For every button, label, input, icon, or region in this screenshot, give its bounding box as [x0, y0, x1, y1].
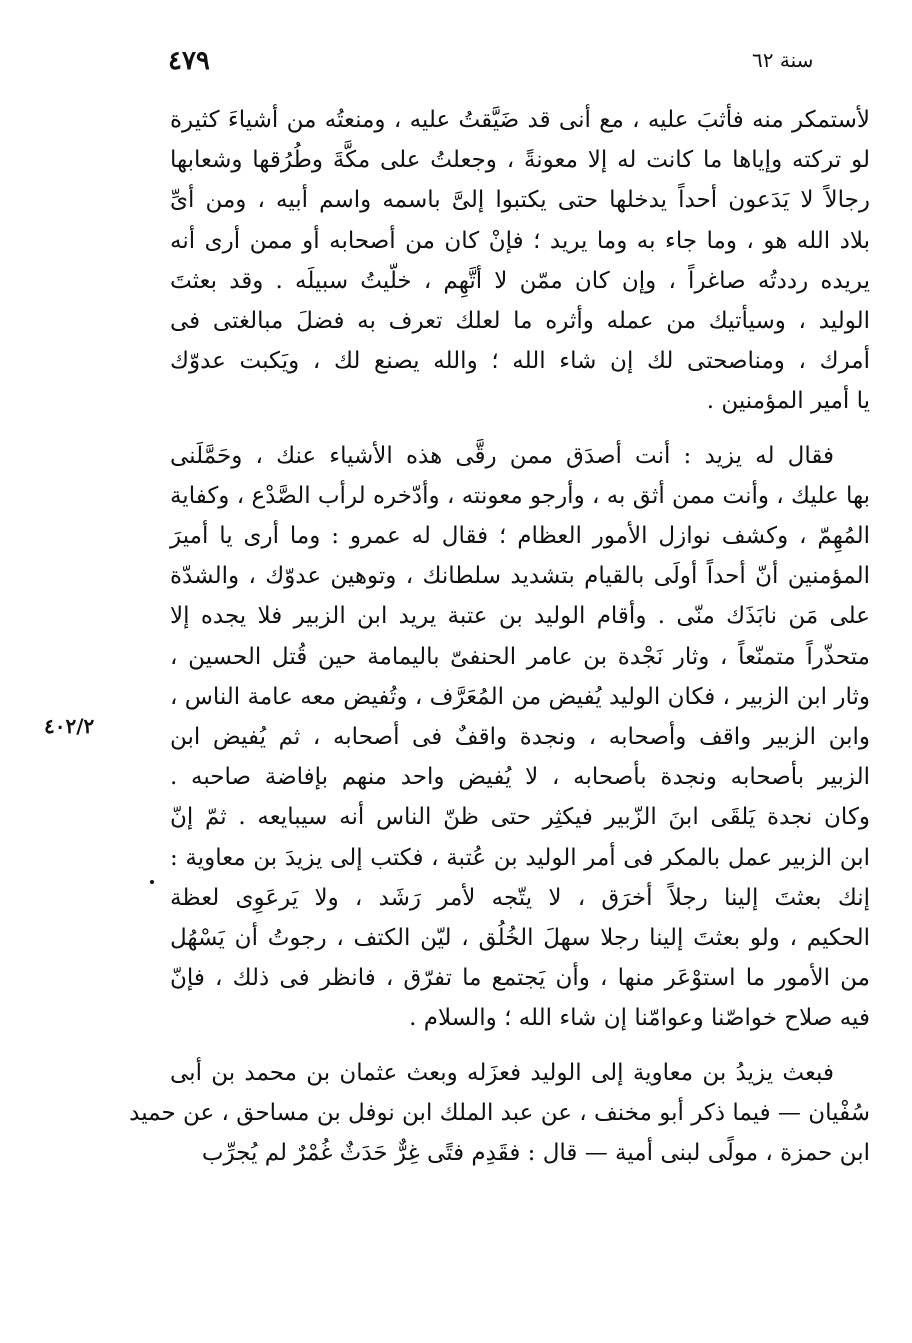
text-line: الزبير بأصحابه ونجدة بأصحابه ، لا يُفيض واحد منهم بإفاضة صاحبه . [170, 764, 870, 791]
text-line: الوليد ، وسيأتيك من عمله وأثره ما لعلك تعرف به فضلَ مبالغتى فى [170, 308, 870, 335]
paragraph-gap [170, 1039, 870, 1053]
text-line: وابن الزبير واقف وأصحابه ، ونجدة واقفٌ فى أصحابه ، ثم يُفيض ابن [170, 724, 870, 751]
text-line: فقال له يزيد : أنت أصدَق ممن رقَّى هذه الأشياء عنك ، وحَمَّلَنى [170, 442, 834, 469]
text-line: المؤمنين أنّ أحداً أولَى بالقيام بتشديد سلطانك ، وتوهين عدوّك ، والشدّة [170, 563, 870, 590]
text-line: فبعث يزيدُ بن معاوية إلى الوليد فعزَله وبعث عثمان بن محمد بن أبى [170, 1059, 834, 1086]
text-line: يريده رددتُه صاغراً ، وإن كان ممّن لا أتَّهِم ، خلّيتُ سبيلَه . وقد بعثتَ [170, 267, 870, 294]
text-line: سُفْيان — فيما ذكر أبو مخنف ، عن عبد الملك ابن نوفل بن مساحق ، عن حميد [129, 1099, 870, 1126]
body-text [129, 100, 870, 1173]
text-line: يا أمير المؤمنين . [706, 388, 870, 415]
text-line: فيه صلاح خواصّنا وعوامّنا إن شاء الله ؛ والسلام . [409, 1005, 870, 1032]
text-line: المُهِمّ ، وكشف نوازل الأمور العظام ؛ فقال له عمرو : وما أرى يا أميرَ [170, 523, 870, 550]
paragraph-gap [170, 422, 870, 436]
page-number: ٤٧٩ [168, 46, 210, 76]
text-line: لأستمكر منه فأثبَ عليه ، مع أنى قد ضَيَّقتُ عليه ، ومنعتُه من أشياءَ كثيرة [170, 107, 870, 133]
margin-reference: ٤٠٢/٢ [44, 714, 95, 738]
paragraph [170, 436, 870, 1039]
text-line: بلاد الله هو ، وما جاء به وما يريد ؛ فإنْ كان من أصحابه أو ممن أرى أنه [170, 227, 870, 254]
margin-dot [150, 880, 154, 884]
text-line: على مَن نابَذَك منّى . وأقام الوليد بن عتبة يريد ابن الزبير فلا يجده إلا [170, 603, 870, 630]
text-line: متحذّراً متمنّعاً ، وثار نَجْدة بن عامر الحنفىّ باليمامة حين قُتل الحسين ، [170, 643, 870, 670]
text-line: أمرك ، ومناصحتى لك إن شاء الله ؛ والله يصنع لك ، ويَكبت عدوّك [170, 348, 870, 375]
paragraph [170, 100, 870, 422]
text-line: ابن حمزة ، مولًى لبنى أمية — قال : فقَدِم فتًى غِرٌّ حَدَثٌ غُمْرٌ لم يُجرِّب [201, 1140, 870, 1167]
text-line: رجالاً لا يَدَعون أحداً يدخلها حتى يكتبوا إلىَّ باسمه واسم أبيه ، ومن أىِّ [170, 187, 870, 214]
text-line: من الأمور ما استوْعَر منها ، وأن يَجتمع ما تفرّق ، فانظر فى ذلك ، فإنّ [170, 965, 870, 992]
text-line: بها عليك ، وأنت ممن أثق به ، وأرجو معونته ، وأدّخره لرأب الصَّدْع ، وكفاية [169, 482, 870, 509]
text-line: إنك بعثتَ إلينا رجلاً أخرَق ، لا يتّجه لأمر رَشَد ، ولا يَرعَوِى لعظة [170, 884, 870, 911]
running-head: سنة ٦٢ [752, 48, 814, 72]
paragraph [129, 1053, 870, 1174]
text-line: وثار ابن الزبير ، فكان الوليد يُفيض من المُعَرَّف ، وتُفيض معه عامة الناس ، [170, 683, 870, 710]
text-line: ابن الزبير عمل بالمكر فى أمر الوليد بن عُتبة ، فكتب إلى يزيدَ بن معاوية : [170, 844, 870, 871]
text-line: لو تركته وإياها ما كانت له إلا معونةً ، وجعلتُ على مكَّةَ وطُرُقها وشعابها [170, 147, 870, 174]
text-line: الحكيم ، ولو بعثتَ إلينا رجلا سهلَ الخُلُق ، ليّن الكتف ، رجوتُ أن يَسْهُل [170, 925, 870, 952]
text-line: وكان نجدة يَلقَى ابنَ الزّبير فيكثِر حتى ظنّ الناس أنه سيبايعه . ثمّ إنّ [170, 804, 870, 831]
